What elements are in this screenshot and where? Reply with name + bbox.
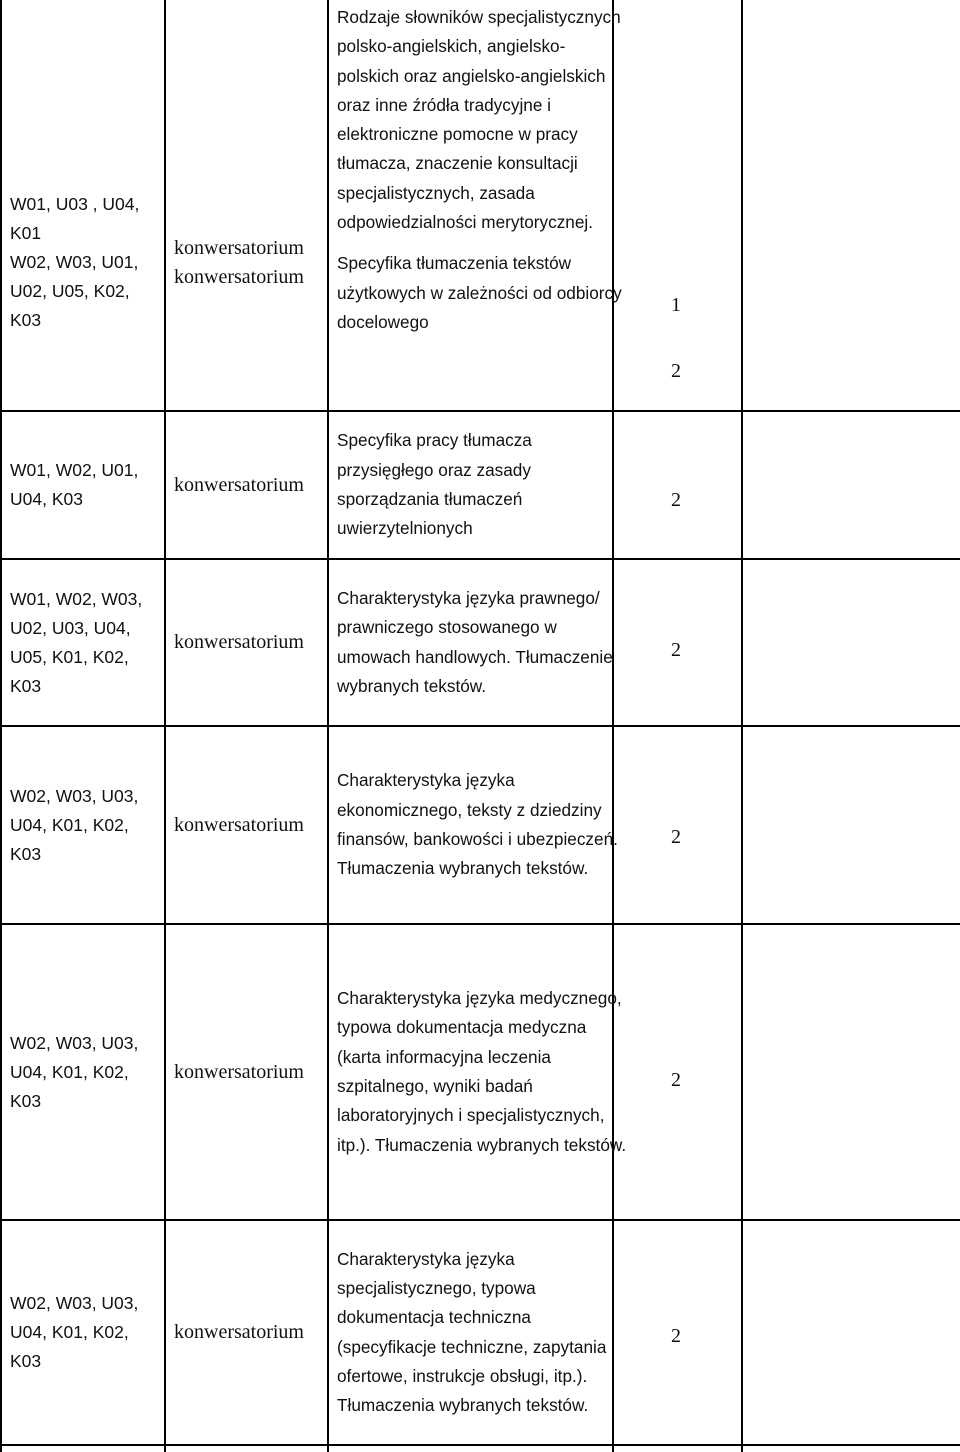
class-form: konwersatorium bbox=[174, 813, 304, 836]
topic-description: Charakterystyka języka medycznego, typowa dokumentacja medyczna (karta informacyjna leczenia szpitalnego, wyniki badań laboratoryjnych i specjalistycznych, itp.). Tłumaczenia wybranych tekstów. bbox=[337, 988, 627, 1155]
learning-outcome-codes: W02, W03, U03, U04, K01, K02, K03 bbox=[10, 785, 139, 864]
hours-count: 2 bbox=[671, 488, 681, 511]
table-border-bottom bbox=[0, 1444, 960, 1446]
topic-description: Specyfika pracy tłumacza przysięgłego oraz zasady sporządzania tłumaczeń uwierzytelnionych bbox=[337, 430, 532, 539]
topic-description: Rodzaje słowników specjalistycznych polsko-angielskich, angielsko-polskich oraz angielsko-angielskich oraz inne źródła tradycyjne i elektroniczne pomocne w pracy tłumacza, znaczenie konsultacji specjalistycznych, zasada odpowiedzialności merytorycznej. Specyfika tłumaczenia tekstów użytkowych w zależności od odbiorcy docelowego bbox=[337, 7, 622, 332]
learning-outcome-codes: W01, U03 , U04, K01 W02, W03, U01, U02, U05, K02, K03 bbox=[10, 194, 140, 330]
class-form: konwersatorium bbox=[174, 473, 304, 496]
hours-count: 2 bbox=[671, 1324, 681, 1347]
learning-outcome-codes: W02, W03, U03, U04, K01, K02, K03 bbox=[10, 1032, 139, 1111]
hours-count: 1 bbox=[671, 293, 681, 316]
class-form: konwersatorium bbox=[174, 1321, 304, 1343]
hours-count: 2 bbox=[671, 1068, 681, 1091]
class-form: konwersatorium bbox=[174, 631, 304, 653]
learning-outcome-codes: W01, W02, U01, U04, K03 bbox=[10, 460, 139, 509]
hours-count: 2 bbox=[671, 825, 681, 848]
class-form: konwersatorium konwersatorium bbox=[174, 236, 304, 288]
learning-outcome-codes: W01, W02, W03, U02, U03, U04, U05, K01, K02, K03 bbox=[10, 588, 143, 696]
learning-outcome-codes: W02, W03, U03, U04, K01, K02, K03 bbox=[10, 1293, 139, 1371]
topic-description: Charakterystyka języka prawnego/ prawniczego stosowanego w umowach handlowych. Tłumaczenie wybranych tekstów. bbox=[337, 587, 613, 696]
hours-count: 2 bbox=[671, 359, 681, 382]
table-row bbox=[10, 0, 160, 410]
hours-count: 2 bbox=[671, 638, 681, 661]
class-form: konwersatorium bbox=[174, 1060, 304, 1083]
topic-description: Charakterystyka języka ekonomicznego, teksty z dziedziny finansów, bankowości i ubezpieczeń. Tłumaczenia wybranych tekstów. bbox=[337, 770, 618, 879]
topic-description: Charakterystyka języka specjalistycznego, typowa dokumentacja techniczna (specyfikacje techniczne, zapytania ofertowe, instrukcje obsługi, itp.). Tłumaczenia wybranych tekstów. bbox=[337, 1248, 607, 1416]
